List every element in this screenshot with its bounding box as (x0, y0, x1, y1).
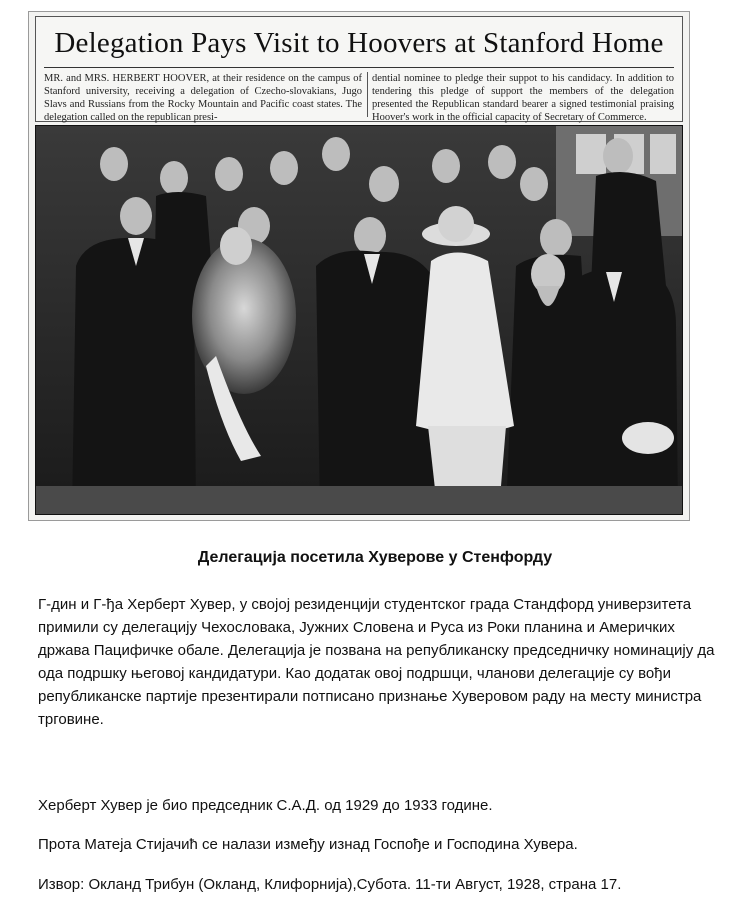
article-title: Делегација посетила Хуверове у Стенфорду (197, 549, 553, 566)
clipping-caption-right-text: dential nominee to pledge their suppot to his candidacy. In addition to tendering this pledge of support the members of the delegation presented the Republican standard bearer a signed testimonial praising Hoover's work in the official capacity of Secretary of Commerce. (372, 73, 674, 123)
clipping-header (35, 16, 683, 122)
note-president: Херберт Хувер је био председник С.А.Д. од 1929 до 1933 године. (38, 797, 493, 814)
group-photo-image (36, 126, 682, 514)
clipping-headline: Delegation Pays Visit to Hoovers at Stanford Home (54, 27, 664, 59)
newspaper-clipping (28, 11, 690, 521)
source-citation: Извор: Окланд Трибун (Окланд, Клифорнија),Субота. 11-ти Август, 1928, страна 17. (38, 876, 622, 893)
group-photo (35, 125, 683, 515)
headline-rule (44, 67, 674, 68)
caption-column-divider (367, 72, 368, 117)
note-prota: Прота Матеја Стијачић се налази између изнад Госпође и Господина Хувера. (38, 836, 578, 853)
clipping-caption-left: MR. and MRS. HERBERT HOOVER, at their residence on the campus of Stanford university, receiving a delegation of Czecho-slovakians, Jugo Slavs and Russians from the Rocky Mountain and Pacific coast states. The delegation called on the republican presi- (44, 73, 362, 123)
article-paragraph: Г-дин и Г-ђа Херберт Хувер, у својој резиденцији студентског града Стандфорд универзитета примили су делегацију Чехословака, Јужних Словена и Руса из Роки планина и Америчких држава Пацифичке обале. Делегација је позвана на републиканску председничку номинацију да ода подршку његовој кандидатури. Као додатак овој подршци, чланови делегације су вођи републиканске партије презентирали потписано признање Хуверовом раду на месту министра трговине. (38, 596, 715, 728)
